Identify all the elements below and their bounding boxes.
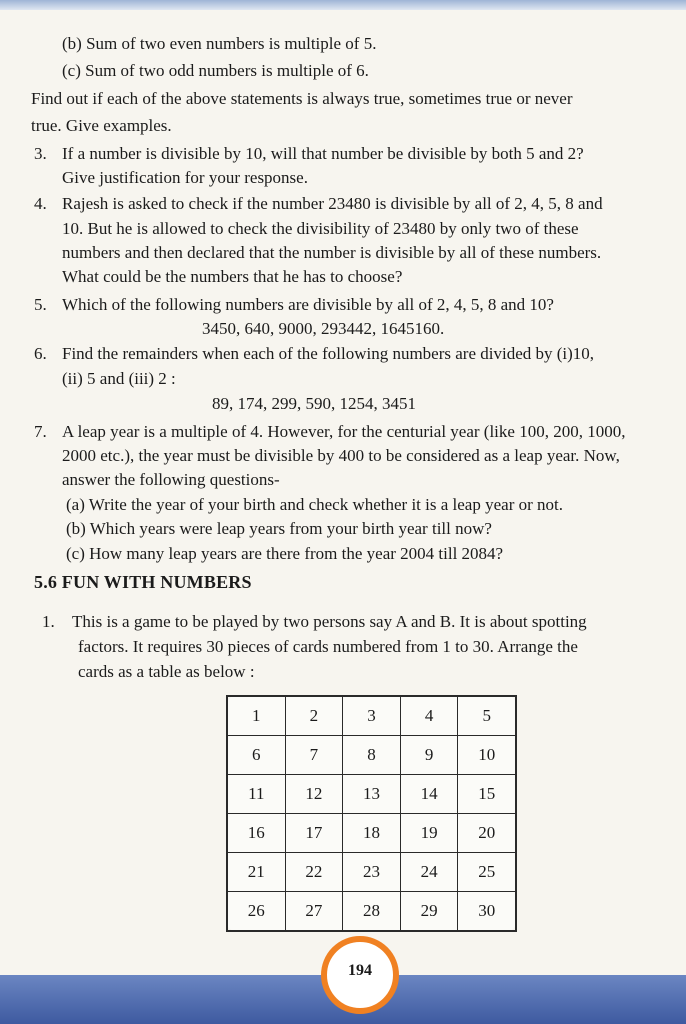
table-cell: 28 xyxy=(343,892,401,932)
instruction-line-2: true. Give examples. xyxy=(31,116,172,135)
question-number-3: 3. xyxy=(34,144,47,163)
question-number-4: 4. xyxy=(34,194,47,213)
statement-b: (b) Sum of two even numbers is multiple of 5. xyxy=(62,34,377,53)
question-6-line-1: Find the remainders when each of the following numbers are divided by (i)10, xyxy=(62,344,595,363)
table-row xyxy=(227,814,516,853)
question-6-numbers: 89, 174, 299, 590, 1254, 3451 xyxy=(212,394,416,413)
question-6-line-2: (ii) 5 and (iii) 2 : xyxy=(62,369,176,388)
table-cell: 29 xyxy=(400,892,458,932)
table-row xyxy=(227,696,516,736)
table-cell: 5 xyxy=(458,696,516,736)
table-cell: 10 xyxy=(458,736,516,775)
table-cell: 1 xyxy=(227,696,285,736)
table-cell: 3 xyxy=(343,696,401,736)
question-4-line-4: What could be the numbers that he has to choose? xyxy=(62,267,403,286)
table-cell: 22 xyxy=(285,853,343,892)
table-cell: 9 xyxy=(400,736,458,775)
table-cell: 24 xyxy=(400,853,458,892)
table-cell: 18 xyxy=(343,814,401,853)
question-4-line-1: Rajesh is asked to check if the number 23480 is divisible by all of 2, 4, 5, 8 and xyxy=(62,194,603,213)
statement-c: (c) Sum of two odd numbers is multiple of 6. xyxy=(62,61,369,80)
table-row xyxy=(227,892,516,932)
page-number: 194 xyxy=(348,962,372,979)
table-cell: 15 xyxy=(458,775,516,814)
table-cell: 30 xyxy=(458,892,516,932)
question-3-line-2: Give justification for your response. xyxy=(62,168,308,187)
table-row xyxy=(227,853,516,892)
question-4-line-2: 10. But he is allowed to check the divisibility of 23480 by only two of these xyxy=(62,219,579,238)
table-row xyxy=(227,775,516,814)
table-cell: 4 xyxy=(400,696,458,736)
table-row xyxy=(227,736,516,775)
question-7-part-a: (a) Write the year of your birth and check whether it is a leap year or not. xyxy=(66,495,563,514)
question-7-part-c: (c) How many leap years are there from the year 2004 till 2084? xyxy=(66,544,504,563)
table-cell: 13 xyxy=(343,775,401,814)
table-cell: 17 xyxy=(285,814,343,853)
table-cell: 27 xyxy=(285,892,343,932)
table-cell: 19 xyxy=(400,814,458,853)
question-7-line-2: 2000 etc.), the year must be divisible by 400 to be considered as a leap year. Now, xyxy=(62,446,620,465)
instruction-line-1: Find out if each of the above statements is always true, sometimes true or never xyxy=(31,89,573,108)
fun-item-number-1: 1. xyxy=(42,612,55,631)
table-cell: 12 xyxy=(285,775,343,814)
question-number-7: 7. xyxy=(34,422,47,441)
table-cell: 23 xyxy=(343,853,401,892)
table-cell: 20 xyxy=(458,814,516,853)
table-cell: 21 xyxy=(227,853,285,892)
question-7-line-1: A leap year is a multiple of 4. However, for the centurial year (like 100, 200, 1000, xyxy=(62,422,626,441)
table-cell: 6 xyxy=(227,736,285,775)
question-5-numbers: 3450, 640, 9000, 293442, 1645160. xyxy=(202,319,445,338)
question-3-line-1: If a number is divisible by 10, will that number be divisible by both 5 and 2? xyxy=(62,144,584,163)
question-4-line-3: numbers and then declared that the number is divisible by all of these numbers. xyxy=(62,243,602,262)
table-cell: 25 xyxy=(458,853,516,892)
table-cell: 2 xyxy=(285,696,343,736)
fun-item-line-3: cards as a table as below : xyxy=(78,662,255,681)
table-cell: 11 xyxy=(227,775,285,814)
table-cell: 26 xyxy=(227,892,285,932)
question-7-line-3: answer the following questions- xyxy=(62,470,280,489)
question-7-part-b: (b) Which years were leap years from your birth year till now? xyxy=(66,519,492,538)
question-number-6: 6. xyxy=(34,344,47,363)
fun-item-line-1: This is a game to be played by two persons say A and B. It is about spotting xyxy=(72,612,587,631)
table-cell: 8 xyxy=(343,736,401,775)
section-heading: 5.6 FUN WITH NUMBERS xyxy=(34,572,252,592)
table-cell: 7 xyxy=(285,736,343,775)
question-5-line-1: Which of the following numbers are divisible by all of 2, 4, 5, 8 and 10? xyxy=(62,295,554,314)
question-number-5: 5. xyxy=(34,295,47,314)
table-cell: 14 xyxy=(400,775,458,814)
fun-item-line-2: factors. It requires 30 pieces of cards numbered from 1 to 30. Arrange the xyxy=(78,637,578,656)
table-cell: 16 xyxy=(227,814,285,853)
number-cards-table xyxy=(226,695,517,932)
